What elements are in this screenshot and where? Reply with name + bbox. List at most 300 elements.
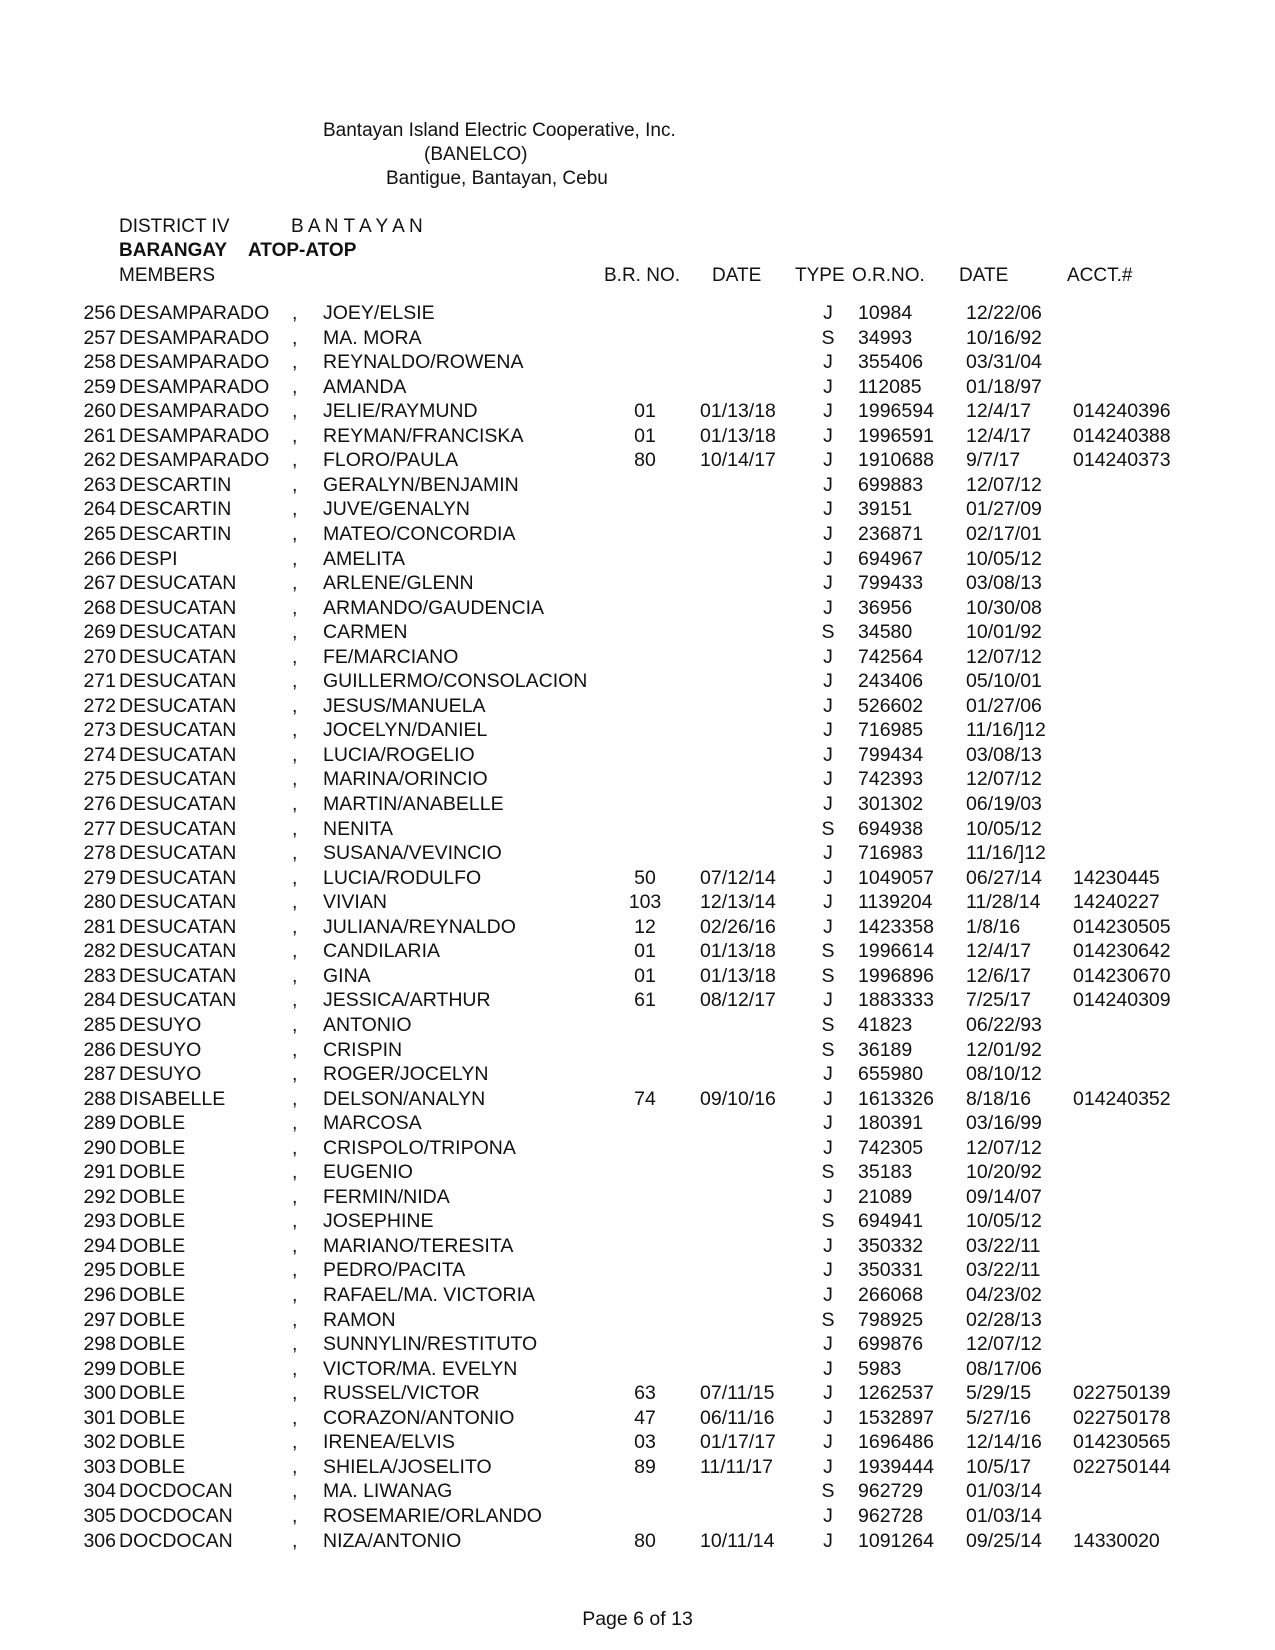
or-number: 1883333: [858, 989, 934, 1012]
name-separator: ,: [292, 449, 298, 472]
or-date: 11/16/]12: [966, 719, 1046, 742]
first-names: GINA: [323, 964, 371, 987]
account-number: 014230565: [1073, 1431, 1171, 1454]
first-names: CORAZON/ANTONIO: [323, 1406, 515, 1429]
or-number: 1091264: [858, 1529, 934, 1552]
br-number: 12: [634, 915, 656, 938]
first-names: DELSON/ANALYN: [323, 1087, 486, 1110]
or-number: 799434: [858, 743, 924, 766]
first-names: EUGENIO: [323, 1161, 413, 1184]
row-number: 289: [83, 1112, 116, 1135]
br-date: 10/11/14: [700, 1529, 775, 1552]
or-date: 12/6/17: [966, 964, 1032, 987]
member-type: S: [821, 1013, 835, 1036]
table-row: [0, 620, 1275, 645]
name-separator: ,: [292, 351, 298, 374]
row-number: 304: [83, 1480, 116, 1503]
row-number: 272: [83, 694, 116, 717]
member-type: J: [823, 1455, 833, 1478]
or-date: 7/25/17: [966, 989, 1032, 1012]
name-separator: ,: [292, 473, 298, 496]
first-names: FERMIN/NIDA: [323, 1185, 450, 1208]
table-row: [0, 694, 1275, 719]
or-date: 09/14/07: [966, 1185, 1042, 1208]
name-separator: ,: [292, 719, 298, 742]
or-date: 11/28/14: [966, 891, 1041, 914]
account-number: 022750144: [1073, 1455, 1171, 1478]
account-number: 022750178: [1073, 1406, 1171, 1429]
last-name: DESUCATAN: [119, 989, 237, 1012]
row-number: 296: [83, 1284, 116, 1306]
or-number: 355406: [858, 351, 924, 374]
first-names: ROGER/JOCELYN: [323, 1063, 489, 1086]
member-type: S: [821, 326, 835, 349]
row-number: 276: [83, 793, 116, 815]
table-row: [0, 669, 1275, 694]
or-number: 236871: [858, 522, 924, 545]
row-number: 259: [83, 375, 116, 398]
last-name: DOCDOCAN: [119, 1529, 233, 1552]
member-type: J: [823, 915, 833, 938]
br-number: 01: [634, 964, 656, 987]
or-date: 10/05/12: [966, 1210, 1042, 1233]
member-type: J: [823, 400, 833, 423]
row-number: 258: [83, 351, 116, 374]
last-name: DOBLE: [119, 1259, 186, 1282]
or-number: 1423358: [858, 915, 934, 938]
table-row: [0, 547, 1275, 572]
name-separator: ,: [292, 940, 298, 963]
table-row: [0, 497, 1275, 522]
or-number: 35183: [858, 1161, 913, 1184]
br-number: 01: [634, 400, 656, 423]
or-number: 1262537: [858, 1382, 934, 1405]
table-row: [0, 473, 1275, 498]
or-number: 1613326: [858, 1087, 934, 1110]
last-name: DESAMPARADO: [119, 449, 270, 472]
or-number: 1696486: [858, 1431, 934, 1454]
or-date: 10/30/08: [966, 596, 1042, 619]
row-number: 277: [83, 817, 116, 840]
page-number: Page 6 of 13: [582, 1608, 693, 1630]
account-number: 14330020: [1073, 1529, 1160, 1552]
or-date: 06/19/03: [966, 793, 1042, 815]
first-names: RUSSEL/VICTOR: [323, 1382, 480, 1405]
or-date: 11/16/]12: [966, 842, 1046, 865]
first-names: AMANDA: [323, 375, 407, 398]
or-number: 1939444: [858, 1455, 934, 1478]
account-number: 14240227: [1073, 891, 1160, 914]
name-separator: ,: [292, 1259, 298, 1282]
account-number: 14230445: [1073, 866, 1160, 889]
account-number: 014240388: [1073, 424, 1171, 447]
barangay-label: BARANGAY: [119, 240, 228, 261]
first-names: GERALYN/BENJAMIN: [323, 473, 519, 496]
row-number: 294: [83, 1234, 116, 1257]
or-date: 03/16/99: [966, 1112, 1042, 1135]
last-name: DESUCATAN: [119, 596, 237, 619]
or-date: 06/27/14: [966, 866, 1042, 889]
or-date: 8/18/16: [966, 1087, 1032, 1110]
name-separator: ,: [292, 1431, 298, 1454]
member-type: J: [823, 866, 833, 889]
br-date: 01/13/18: [700, 400, 776, 423]
br-date: 10/14/17: [700, 449, 776, 472]
table-row: [0, 1504, 1275, 1529]
row-number: 303: [83, 1455, 116, 1478]
table-row: [0, 841, 1275, 866]
br-number: 47: [634, 1406, 656, 1429]
member-type: J: [823, 1504, 833, 1527]
first-names: CRISPIN: [323, 1038, 403, 1061]
name-separator: ,: [292, 645, 298, 668]
br-date: 07/11/15: [700, 1382, 775, 1405]
col-date: DATE: [712, 265, 762, 286]
col-type: TYPE: [795, 265, 845, 286]
or-date: 9/7/17: [966, 449, 1021, 472]
table-row: [0, 817, 1275, 842]
or-number: 301302: [858, 793, 924, 815]
first-names: FE/MARCIANO: [323, 645, 459, 668]
member-type: J: [823, 768, 833, 791]
member-type: J: [823, 989, 833, 1012]
first-names: JELIE/RAYMUND: [323, 400, 478, 423]
first-names: JUVE/GENALYN: [323, 498, 471, 521]
last-name: DESUCATAN: [119, 891, 237, 914]
br-number: 01: [634, 940, 656, 963]
name-separator: ,: [292, 768, 298, 791]
row-number: 268: [83, 596, 116, 619]
name-separator: ,: [292, 375, 298, 398]
name-separator: ,: [292, 1038, 298, 1061]
or-number: 655980: [858, 1063, 924, 1086]
name-separator: ,: [292, 522, 298, 545]
or-date: 08/10/12: [966, 1063, 1042, 1086]
name-separator: ,: [292, 1185, 298, 1208]
or-date: 06/22/93: [966, 1013, 1042, 1036]
table-row: [0, 1111, 1275, 1136]
member-type: J: [823, 1234, 833, 1257]
or-date: 12/4/17: [966, 424, 1032, 447]
table-row: [0, 1430, 1275, 1455]
table-row: [0, 1357, 1275, 1382]
col-br-no: B.R. NO.: [604, 265, 681, 286]
table-row: [0, 1087, 1275, 1112]
or-date: 10/16/92: [966, 326, 1042, 349]
member-type: S: [821, 621, 835, 644]
first-names: SUNNYLIN/RESTITUTO: [323, 1333, 538, 1356]
first-names: CANDILARIA: [323, 940, 441, 963]
member-type: J: [823, 1259, 833, 1282]
last-name: DOBLE: [119, 1185, 186, 1208]
table-row: [0, 1455, 1275, 1480]
first-names: ARMANDO/GAUDENCIA: [323, 596, 545, 619]
table-row: [0, 645, 1275, 670]
first-names: VIVIAN: [323, 891, 387, 914]
name-separator: ,: [292, 572, 298, 595]
row-number: 306: [83, 1529, 116, 1552]
br-number: 89: [634, 1455, 656, 1478]
or-number: 526602: [858, 694, 924, 717]
br-date: 01/17/17: [700, 1431, 776, 1454]
last-name: DESUCATAN: [119, 743, 237, 766]
br-date: 12/13/14: [700, 891, 776, 914]
name-separator: ,: [292, 866, 298, 889]
first-names: AMELITA: [323, 547, 405, 570]
name-separator: ,: [292, 326, 298, 349]
or-number: 962729: [858, 1480, 924, 1503]
or-number: 742564: [858, 645, 924, 668]
member-type: J: [823, 1431, 833, 1454]
member-type: J: [823, 1112, 833, 1135]
br-number: 50: [634, 866, 656, 889]
or-date: 05/10/01: [966, 670, 1042, 693]
first-names: MARIANO/TERESITA: [323, 1234, 514, 1257]
or-date: 12/01/92: [966, 1038, 1042, 1061]
member-type: J: [823, 473, 833, 496]
last-name: DESAMPARADO: [119, 400, 270, 423]
first-names: REYMAN/FRANCISKA: [323, 424, 524, 447]
name-separator: ,: [292, 1087, 298, 1110]
last-name: DESUCATAN: [119, 842, 237, 865]
first-names: IRENEA/ELVIS: [323, 1431, 455, 1454]
row-number: 280: [83, 891, 116, 914]
or-number: 112085: [858, 375, 922, 398]
name-separator: ,: [292, 1234, 298, 1257]
name-separator: ,: [292, 1063, 298, 1086]
name-separator: ,: [292, 1136, 298, 1159]
table-row: [0, 1258, 1275, 1283]
or-date: 03/22/11: [966, 1234, 1041, 1257]
or-date: 5/29/15: [966, 1382, 1032, 1405]
name-separator: ,: [292, 1161, 298, 1184]
or-date: 10/05/12: [966, 817, 1042, 840]
barangay-name: ATOP-ATOP: [248, 240, 357, 261]
row-number: 283: [83, 964, 116, 987]
br-date: 02/26/16: [700, 915, 776, 938]
name-separator: ,: [292, 989, 298, 1012]
member-type: S: [821, 940, 835, 963]
br-date: 06/11/16: [700, 1406, 775, 1429]
or-number: 39151: [858, 498, 913, 521]
row-number: 279: [83, 866, 116, 889]
or-date: 12/4/17: [966, 400, 1032, 423]
or-number: 1996614: [858, 940, 934, 963]
row-number: 293: [83, 1210, 116, 1233]
or-number: 694941: [858, 1210, 924, 1233]
name-separator: ,: [292, 1382, 298, 1405]
member-type: S: [821, 1308, 835, 1331]
or-number: 34993: [858, 326, 913, 349]
member-type: S: [821, 1161, 835, 1184]
account-number: 014240309: [1073, 989, 1171, 1012]
or-number: 694938: [858, 817, 924, 840]
last-name: DESUCATAN: [119, 940, 237, 963]
row-number: 290: [83, 1136, 116, 1159]
name-separator: ,: [292, 670, 298, 693]
table-row: [0, 1332, 1275, 1357]
br-number: 80: [634, 1529, 656, 1552]
or-date: 12/07/12: [966, 645, 1042, 668]
last-name: DOBLE: [119, 1431, 186, 1454]
name-separator: ,: [292, 817, 298, 840]
last-name: DOBLE: [119, 1308, 186, 1331]
member-type: S: [821, 1210, 835, 1233]
br-number: 01: [634, 424, 656, 447]
br-date: 07/12/14: [700, 866, 776, 889]
or-number: 1049057: [858, 866, 934, 889]
last-name: DESUYO: [119, 1038, 202, 1061]
row-number: 262: [83, 449, 116, 472]
table-row: [0, 1038, 1275, 1063]
first-names: MA. MORA: [323, 326, 422, 349]
account-number: 014230670: [1073, 964, 1171, 987]
member-type: J: [823, 645, 833, 668]
or-number: 694967: [858, 547, 924, 570]
table-row: [0, 375, 1275, 400]
or-number: 350331: [858, 1259, 924, 1282]
row-number: 274: [83, 743, 116, 766]
table-row: [0, 1308, 1275, 1333]
first-names: VICTOR/MA. EVELYN: [323, 1357, 518, 1380]
last-name: DESUCATAN: [119, 915, 237, 938]
or-number: 180391: [858, 1112, 924, 1135]
name-separator: ,: [292, 915, 298, 938]
first-names: CARMEN: [323, 621, 408, 644]
last-name: DOBLE: [119, 1284, 186, 1306]
first-names: JOCELYN/DANIEL: [323, 719, 488, 742]
or-number: 742393: [858, 768, 924, 791]
or-date: 5/27/16: [966, 1406, 1032, 1429]
last-name: DESUCATAN: [119, 964, 237, 987]
or-date: 01/27/06: [966, 694, 1042, 717]
name-separator: ,: [292, 1333, 298, 1356]
member-type: J: [823, 596, 833, 619]
br-date: 01/13/18: [700, 964, 776, 987]
or-date: 12/14/16: [966, 1431, 1042, 1454]
table-row: [0, 1529, 1275, 1554]
name-separator: ,: [292, 621, 298, 644]
br-number: 03: [634, 1431, 656, 1454]
last-name: DOBLE: [119, 1210, 186, 1233]
name-separator: ,: [292, 424, 298, 447]
member-type: J: [823, 375, 833, 398]
table-row: [0, 350, 1275, 375]
br-number: 103: [628, 891, 662, 914]
or-date: 03/22/11: [966, 1259, 1041, 1282]
br-number: 74: [634, 1087, 656, 1110]
member-type: J: [823, 1185, 833, 1208]
or-number: 36189: [858, 1038, 913, 1061]
row-number: 299: [83, 1357, 116, 1380]
table-row: [0, 596, 1275, 621]
table-row: [0, 448, 1275, 473]
table-row: [0, 915, 1275, 940]
or-number: 798925: [858, 1308, 924, 1331]
br-date: 01/13/18: [700, 940, 776, 963]
first-names: PEDRO/PACITA: [323, 1259, 466, 1282]
or-date: 10/20/92: [966, 1161, 1042, 1184]
or-number: 716983: [858, 842, 924, 865]
first-names: JOEY/ELSIE: [323, 302, 435, 324]
row-number: 269: [83, 621, 116, 644]
or-date: 02/17/01: [966, 522, 1042, 545]
first-names: MA. LIWANAG: [323, 1480, 453, 1503]
member-type: J: [823, 547, 833, 570]
row-number: 265: [83, 522, 116, 545]
or-number: 1910688: [858, 449, 934, 472]
row-number: 266: [83, 547, 116, 570]
row-number: 271: [83, 670, 116, 693]
or-number: 1139204: [858, 891, 933, 914]
last-name: DESUYO: [119, 1013, 202, 1036]
member-type: J: [823, 793, 833, 815]
table-row: [0, 890, 1275, 915]
last-name: DOBLE: [119, 1136, 186, 1159]
row-number: 288: [83, 1087, 116, 1110]
last-name: DESUCATAN: [119, 694, 237, 717]
name-separator: ,: [292, 1455, 298, 1478]
or-number: 699883: [858, 473, 924, 496]
or-number: 799433: [858, 572, 924, 595]
last-name: DESUCATAN: [119, 817, 237, 840]
or-date: 01/03/14: [966, 1480, 1042, 1503]
last-name: DESUCATAN: [119, 572, 237, 595]
row-number: 278: [83, 842, 116, 865]
name-separator: ,: [292, 498, 298, 521]
last-name: DESAMPARADO: [119, 302, 270, 324]
table-row: [0, 743, 1275, 768]
name-separator: ,: [292, 1210, 298, 1233]
last-name: DOBLE: [119, 1161, 186, 1184]
first-names: MARTIN/ANABELLE: [323, 793, 504, 815]
last-name: DOBLE: [119, 1234, 186, 1257]
row-number: 257: [83, 326, 116, 349]
member-type: J: [823, 424, 833, 447]
table-row: [0, 1234, 1275, 1259]
row-number: 298: [83, 1333, 116, 1356]
account-number: 014240396: [1073, 400, 1171, 423]
table-row: [0, 1381, 1275, 1406]
first-names: REYNALDO/ROWENA: [323, 351, 524, 374]
or-date: 1/8/16: [966, 915, 1021, 938]
table-row: [0, 399, 1275, 424]
member-type: J: [823, 1406, 833, 1429]
last-name: DOCDOCAN: [119, 1504, 233, 1527]
or-date: 01/18/97: [966, 375, 1042, 398]
table-row: [0, 792, 1275, 817]
first-names: JESUS/MANUELA: [323, 694, 486, 717]
br-date: 08/12/17: [700, 989, 776, 1012]
br-date: 11/11/17: [700, 1455, 774, 1478]
or-number: 716985: [858, 719, 924, 742]
or-number: 1996896: [858, 964, 934, 987]
br-number: 80: [634, 449, 656, 472]
or-number: 1532897: [858, 1406, 934, 1429]
name-separator: ,: [292, 1504, 298, 1527]
table-row: [0, 718, 1275, 743]
member-type: J: [823, 891, 833, 914]
last-name: DOBLE: [119, 1406, 186, 1429]
last-name: DESAMPARADO: [119, 375, 270, 398]
last-name: DISABELLE: [119, 1087, 226, 1110]
row-number: 287: [83, 1063, 116, 1086]
first-names: LUCIA/ROGELIO: [323, 743, 475, 766]
row-number: 291: [83, 1161, 116, 1184]
account-number: 014240352: [1073, 1087, 1171, 1110]
name-separator: ,: [292, 793, 298, 815]
name-separator: ,: [292, 1013, 298, 1036]
